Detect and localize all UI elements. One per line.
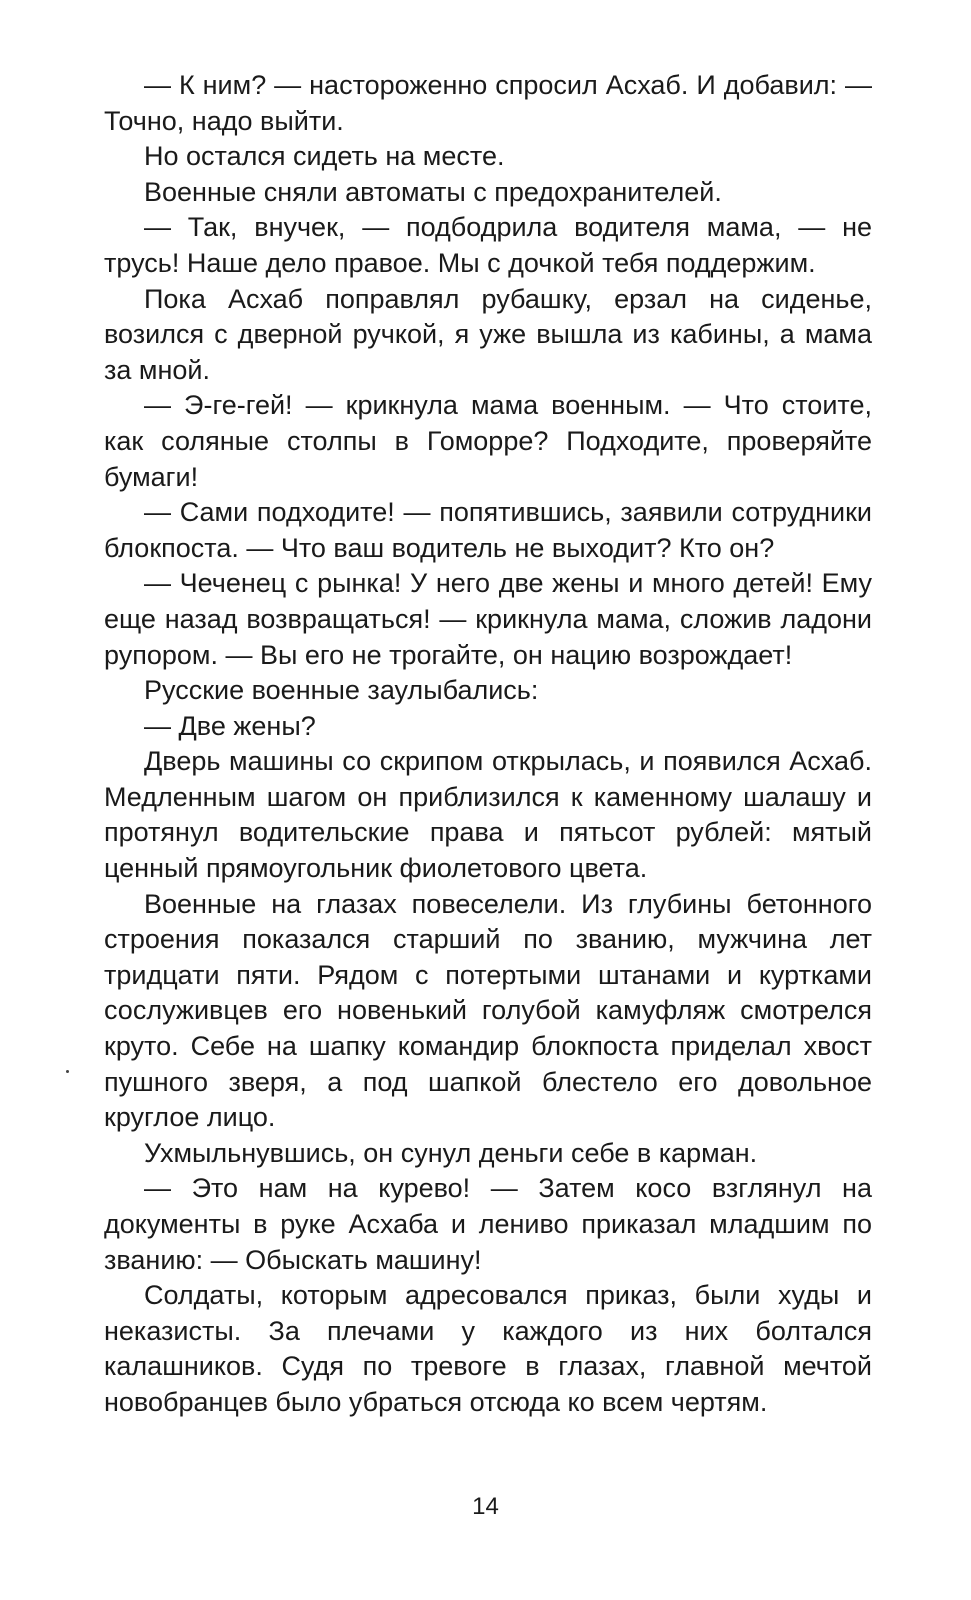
paragraph: — Две жены? (144, 710, 316, 741)
paragraph: Военные на глазах повеселели. Из глубины бетонного строения показался старший по званию, мужчина лет тридцати пяти. Рядом с потертыми штанами и куртками сослуживцев его новенький голубой камуфляж смотрелся круто. Себе на шапку командир блокпоста приделал хвост пушного зверя, а под шапкой блестело его довольное круглое лицо. (104, 888, 872, 1133)
paragraph: — Так, внучек, — подбодрила водителя мама, — не трусь! Наше дело правое. Мы с дочкой тебя поддержим. (104, 212, 872, 278)
paragraph: Пока Асхаб поправлял рубашку, ерзал на сиденье, возился с дверной ручкой, я уже вышла из кабины, а мама за мной. (104, 283, 872, 385)
paragraph: Солдаты, которым адресовался приказ, были худы и неказисты. За плечами у каждого из них болтался калашников. Судя по тревоге в глазах, главной мечтой новобранцев было убраться отсюда ко всем чертям. (104, 1280, 872, 1417)
paragraph: — Это нам на курево! — Затем косо взглянул на документы в руке Асхаба и лениво приказал младшим по званию: — Обыскать машину! (104, 1173, 872, 1275)
page-number: 14 (472, 1493, 499, 1520)
paragraph: Русские военные заулыбались: (144, 675, 539, 706)
paragraph: — К ним? — настороженно спросил Асхаб. И добавил: — Точно, надо выйти. (104, 70, 872, 136)
paragraph: — Э-ге-гей! — крикнула мама военным. — Что стоите, как соляные столпы в Гоморре? Подходите, проверяйте бумаги! (104, 390, 872, 492)
paragraph: Дверь машины со скрипом открылась, и появился Асхаб. Медленным шагом он приблизился к каменному шалашу и протянул водительские права и пятьсот рублей: мятый ценный прямоугольник фиолетового цвета. (104, 746, 872, 884)
paragraph: Ухмыльнувшись, он сунул деньги себе в карман. (144, 1137, 758, 1168)
paragraph: Военные сняли автоматы с предохранителей. (144, 176, 722, 207)
paragraph: Но остался сидеть на месте. (144, 141, 505, 172)
body-text (104, 68, 872, 1421)
paragraph: — Сами подходите! — попятившись, заявили сотрудники блокпоста. — Что ваш водитель не выходит? Кто он? (104, 497, 872, 563)
paragraph: — Чеченец с рынка! У него две жены и много детей! Ему еще назад возвращаться! — крикнула мама, сложив ладони рупором. — Вы его не трогайте, он нацию возрождает! (104, 568, 872, 670)
scan-speck (66, 1070, 69, 1073)
